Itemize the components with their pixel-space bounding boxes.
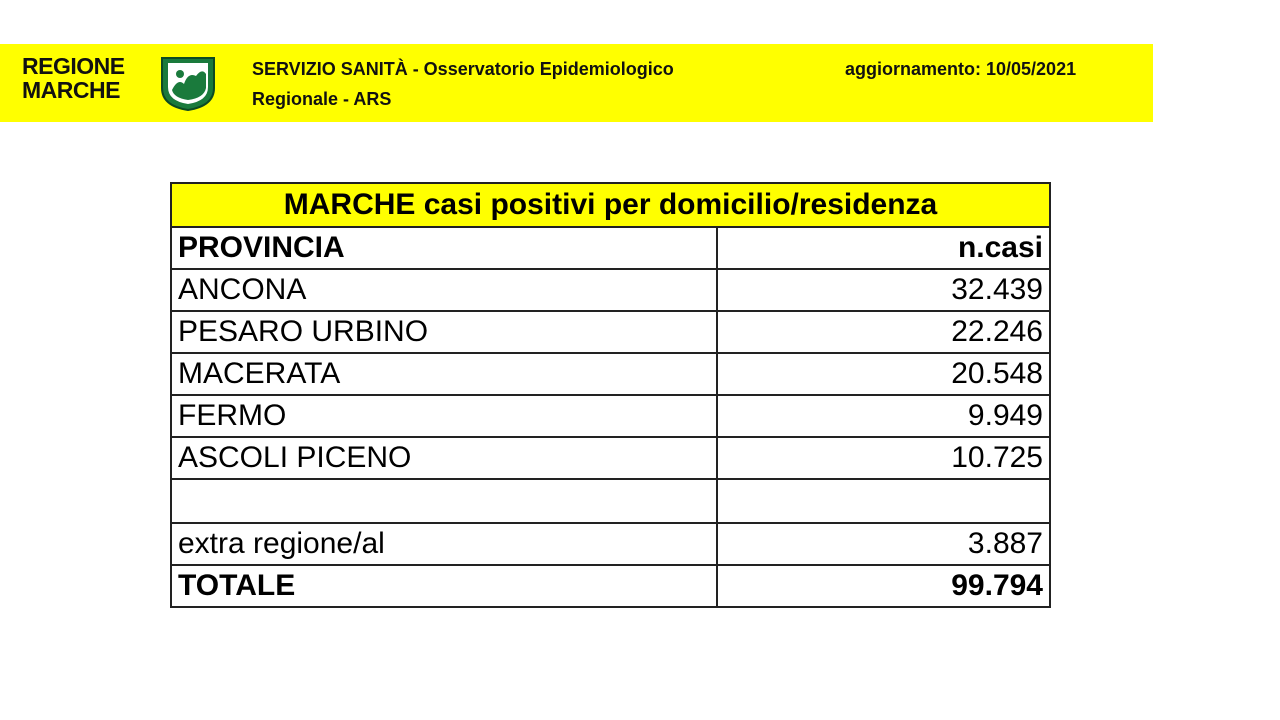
logo-line-2: MARCHE [22,77,120,103]
total-row [171,565,1050,607]
case-count: 32.439 [717,269,1050,311]
table-row [171,395,1050,437]
table-header-row [171,227,1050,269]
logo-wordmark [22,54,125,102]
province-name: ANCONA [171,269,717,311]
case-count [717,479,1050,523]
province-name: PESARO URBINO [171,311,717,353]
case-count: 22.246 [717,311,1050,353]
service-line-1: SERVIZIO SANITÀ - Osservatorio Epidemiologico [252,59,674,79]
province-name: FERMO [171,395,717,437]
province-name [171,479,717,523]
total-label: TOTALE [171,565,717,607]
cases-table [170,182,1051,608]
column-header-province: PROVINCIA [171,227,717,269]
total-value: 99.794 [717,565,1050,607]
service-line-2: Regionale - ARS [252,89,392,109]
case-count: 3.887 [717,523,1050,565]
table-title: MARCHE casi positivi per domicilio/residenza [171,183,1050,227]
table-row [171,437,1050,479]
update-date: aggiornamento: 10/05/2021 [845,59,1077,79]
province-name: ASCOLI PICENO [171,437,717,479]
logo-line-1: REGIONE [22,53,125,79]
regione-marche-shield-icon [158,54,218,112]
column-header-cases: n.casi [717,227,1050,269]
regione-marche-logo [22,54,222,114]
service-title [252,54,812,114]
table-row [171,353,1050,395]
table-row-empty [171,479,1050,523]
header-banner [0,44,1153,122]
province-name: extra regione/al [171,523,717,565]
table-row [171,269,1050,311]
case-count: 9.949 [717,395,1050,437]
table-row [171,311,1050,353]
table-row [171,523,1050,565]
province-name: MACERATA [171,353,717,395]
case-count: 10.725 [717,437,1050,479]
case-count: 20.548 [717,353,1050,395]
